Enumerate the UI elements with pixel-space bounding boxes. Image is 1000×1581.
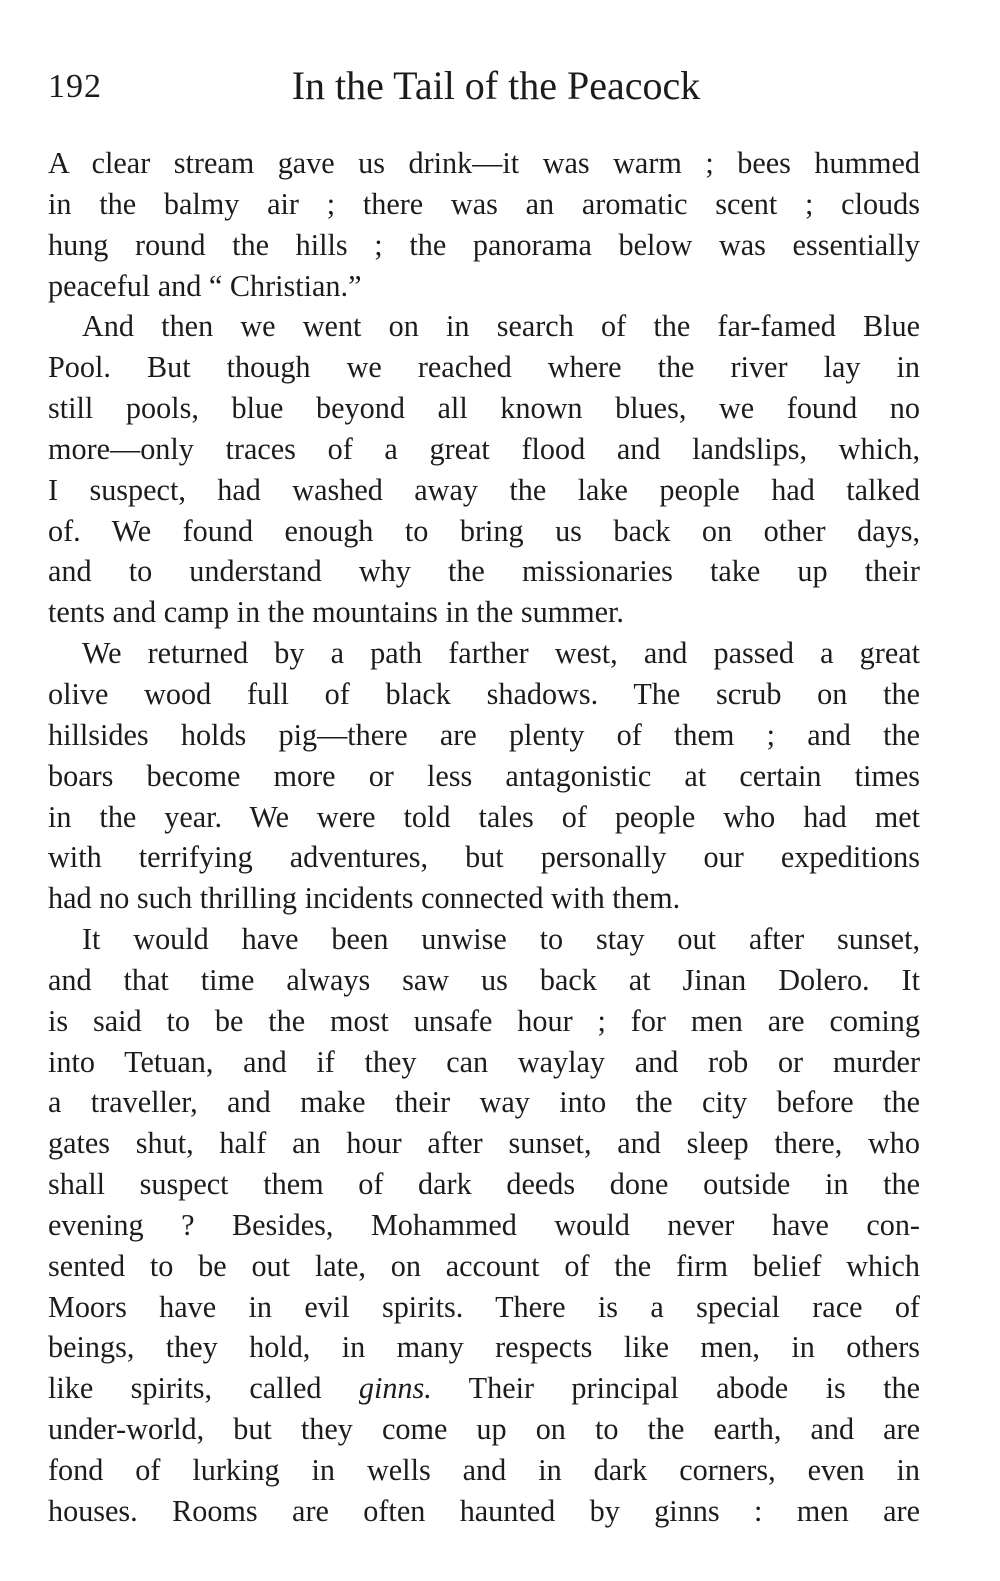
text-line: under-world, but they come up on to the earth, and are xyxy=(48,1412,920,1447)
text-line: We returned by a path farther west, and passed a great xyxy=(82,636,920,671)
text-line: gates shut, half an hour after sunset, and sleep there, who xyxy=(48,1126,920,1161)
running-title: In the Tail of the Peacock xyxy=(291,63,701,108)
text-line: Moors have in evil spirits. There is a special race of xyxy=(48,1289,920,1324)
text-line: olive wood full of black shadows. The scrub on the xyxy=(48,676,920,711)
text-line: beings, they hold, in many respects like men, in others xyxy=(48,1330,920,1365)
text-line: of. We found enough to bring us back on other days, xyxy=(48,513,920,548)
text-line: tents and camp in the mountains in the summer. xyxy=(48,595,624,630)
text-line: with terrifying adventures, but personally our expeditions xyxy=(48,840,920,875)
paragraph xyxy=(48,306,920,633)
text-line: and that time always saw us back at Jinan Dolero. It xyxy=(48,962,920,997)
paragraph xyxy=(48,143,920,306)
text-line: in the year. We were told tales of people who had met xyxy=(48,799,920,834)
text-line: into Tetuan, and if they can waylay and rob or murder xyxy=(48,1044,920,1079)
text-line: sented to be out late, on account of the firm belief which xyxy=(48,1248,920,1283)
text-line: evening ? Besides, Mohammed would never have con- xyxy=(48,1207,920,1242)
text-line: hung round the hills ; the panorama below was essentially xyxy=(48,227,920,262)
text-line: A clear stream gave us drink—it was warm ; bees hummed xyxy=(48,146,920,180)
italic-term: ginns. xyxy=(358,1371,432,1406)
paragraph xyxy=(48,633,920,919)
text-line: houses. Rooms are often haunted by ginns : men are xyxy=(48,1493,920,1528)
text-line: in the balmy air ; there was an aromatic scent ; clouds xyxy=(48,186,920,221)
text-line: a traveller, and make their way into the city before the xyxy=(48,1085,920,1120)
text-line: still pools, blue beyond all known blues, we found no xyxy=(48,391,920,426)
text-fragment: like spirits, called xyxy=(48,1371,322,1406)
text-line: had no such thrilling incidents connected with them. xyxy=(48,881,681,916)
text-line: boars become more or less antagonistic at certain times xyxy=(48,758,920,793)
text-line: I suspect, had washed away the lake people had talked xyxy=(48,472,920,507)
text-line: hillsides holds pig—there are plenty of them ; and the xyxy=(48,717,920,752)
text-fragment: Their principal abode is the xyxy=(468,1371,920,1406)
text-line: peaceful and “ Christian.” xyxy=(48,268,362,303)
text-line: Pool. But though we reached where the river lay in xyxy=(48,350,920,385)
text-line-mixed xyxy=(48,1368,920,1409)
text-line: more—only traces of a great flood and landslips, which, xyxy=(48,431,920,466)
text-line: It would have been unwise to stay out after sunset, xyxy=(82,922,920,957)
text-line: shall suspect them of dark deeds done outside in the xyxy=(48,1167,920,1202)
text-line: is said to be the most unsafe hour ; for men are coming xyxy=(48,1003,920,1038)
text-line: And then we went on in search of the far-famed Blue xyxy=(82,309,920,344)
page-number: 192 xyxy=(48,68,102,105)
paragraph xyxy=(48,919,920,1532)
body-text xyxy=(48,143,920,1532)
text-line: and to understand why the missionaries take up their xyxy=(48,554,920,589)
running-head xyxy=(48,62,924,122)
text-line: fond of lurking in wells and in dark corners, even in xyxy=(48,1453,920,1487)
